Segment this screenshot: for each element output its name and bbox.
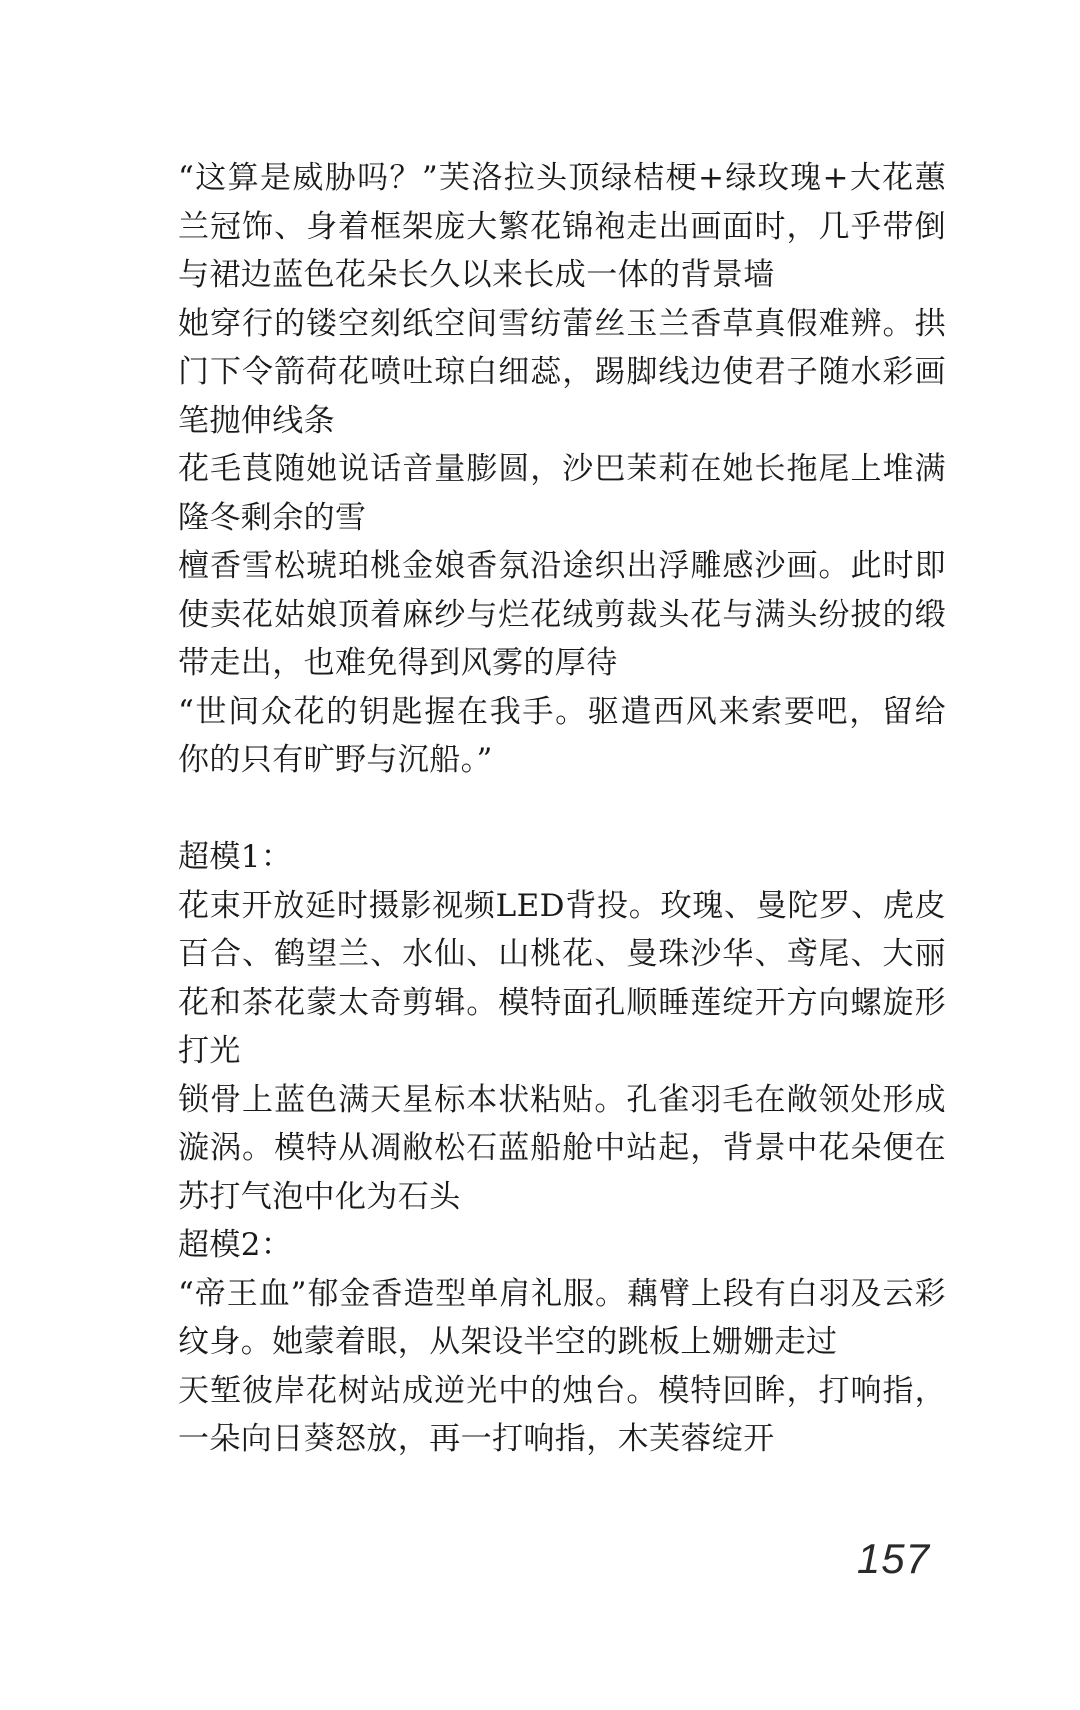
paragraph-collarbone: 锁骨上蓝色满天星标本状粘贴。孔雀羽毛在敞领处形成漩涡。模特从凋敝松石蓝船舱中站起，背景中花朵便在苏打气泡中化为石头 — [178, 1081, 946, 1215]
page-number: 157 — [856, 1535, 930, 1582]
paragraph-fragrance: 檀香雪松琥珀桃金娘香氛沿途织出浮雕感沙画。此时即使卖花姑娘顶着麻纱与烂花绒剪裁头花与满头纷披的缎带走出，也难免得到风雾的厚待 — [178, 548, 946, 681]
paragraph-flora-intro: “这算是威胁吗？”芙洛拉头顶绿桔梗+绿玫瑰+大花蕙兰冠饰、身着框架庞大繁花锦袍走出画面时，几乎带倒与裙边蓝色花朵长久以来长成一体的背景墙 — [178, 160, 946, 293]
paragraph-time-lapse: 花束开放延时摄影视频LED背投。玫瑰、曼陀罗、虎皮百合、鹤望兰、水仙、山桃花、曼珠沙华、鸢尾、大丽花和茶花蒙太奇剪辑。模特面孔顺睡莲绽开方向螺旋形打光 — [178, 887, 946, 1069]
paragraph-tulip-gown: “帝王血”郁金香造型单肩礼服。藕臂上段有白羽及云彩纹身。她蒙着眼，从架设半空的跳板上姗姗走过 — [178, 1275, 946, 1360]
paragraph-flora-quote: “世间众花的钥匙握在我手。驱遣西风来索要吧，留给你的只有旷野与沉船。” — [178, 693, 946, 778]
paragraph-finger-snap: 天堑彼岸花树站成逆光中的烛台。模特回眸，打响指，一朵向日葵怒放，再一打响指，木芙蓉绽开 — [178, 1372, 946, 1457]
paragraph-gap — [178, 785, 946, 834]
body-text — [178, 154, 946, 1464]
heading-supermodel-1: 超模1： — [178, 839, 293, 875]
paragraph-buttercup: 花毛茛随她说话音量膨圆，沙巴茉莉在她长拖尾上堆满隆冬剩余的雪 — [178, 451, 946, 536]
heading-supermodel-2: 超模2： — [178, 1227, 293, 1263]
paragraph-papercut-space: 她穿行的镂空刻纸空间雪纺蕾丝玉兰香草真假难辨。拱门下令箭荷花喷吐琼白细蕊，踢脚线边使君子随水彩画笔抛伸线条 — [178, 305, 946, 439]
